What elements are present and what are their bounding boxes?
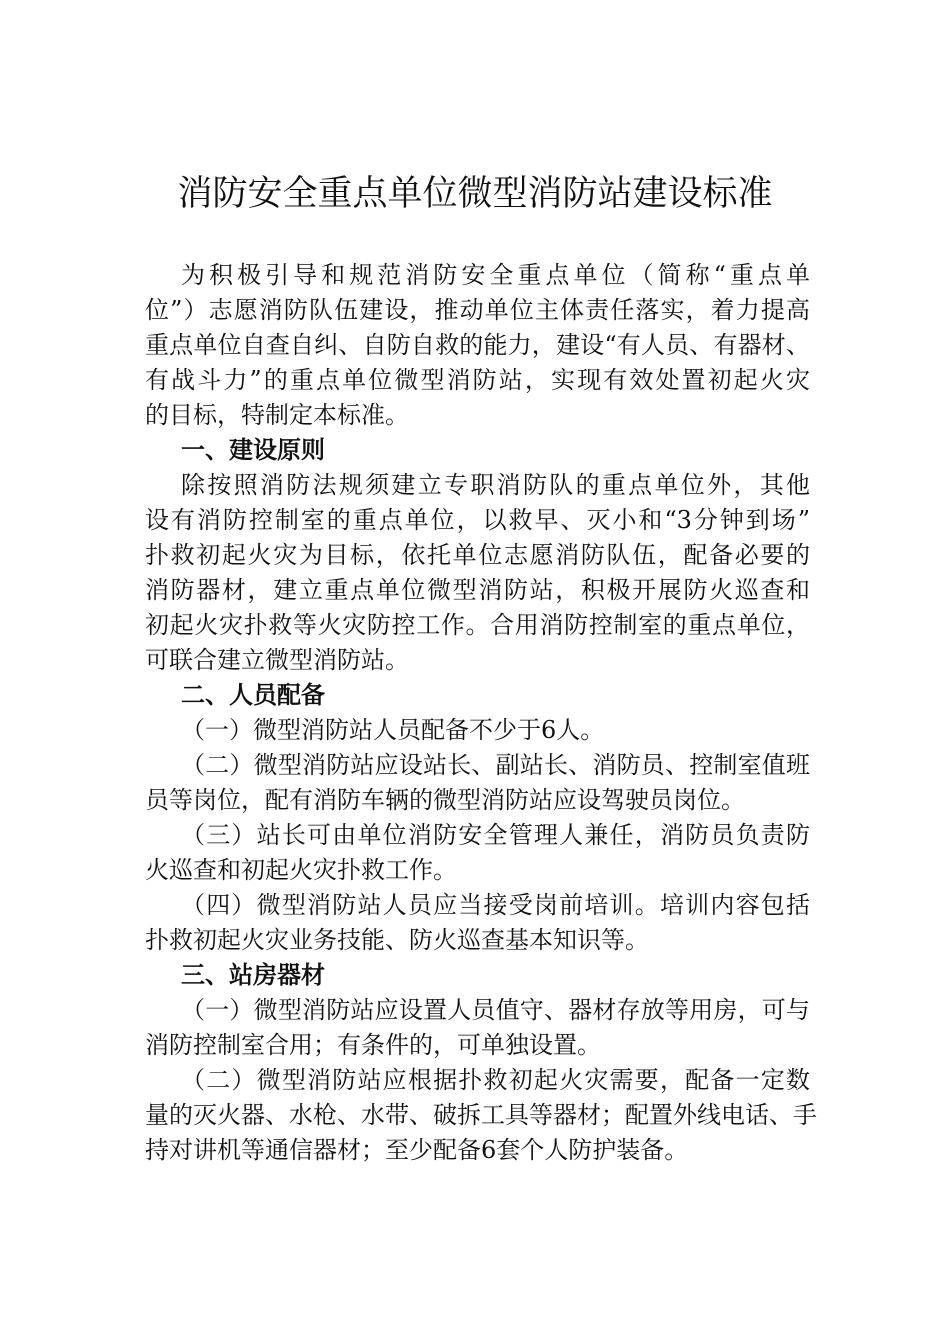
paragraph-line: 除按照消防法规须建立专职消防队的重点单位外，其他 [181,471,810,499]
paragraph-line: 持对讲机等通信器材；至少配备6套个人防护装备。 [145,1136,689,1164]
paragraph-line: 的目标，特制定本标准。 [145,401,409,429]
section-heading-principles: 一、建设原则 [181,436,325,464]
section-heading-staffing: 二、人员配备 [181,681,325,709]
paragraph-line: 为积极引导和规范消防安全重点单位（简称“重点单 [181,261,810,289]
paragraph-line: 员等岗位，配有消防车辆的微型消防站应设驾驶员岗位。 [145,786,745,814]
paragraph-line: （一）微型消防站人员配备不少于6人。 [181,716,605,744]
document-title: 消防安全重点单位微型消防站建设标准 [177,174,773,214]
paragraph-line: 消防控制室合用；有条件的，可单独设置。 [145,1031,601,1059]
paragraph-line: 可联合建立微型消防站。 [145,646,409,674]
paragraph-line: 重点单位自查自纠、自防自救的能力，建设“有人员、有器材、 [145,331,810,359]
document-body [145,258,817,1168]
paragraph-line: 扑救初起火灾为目标，依托单位志愿消防队伍，配备必要的 [145,541,810,569]
paragraph-line: （四）微型消防站人员应当接受岗前培训。培训内容包括 [181,891,810,919]
paragraph-line: 有战斗力”的重点单位微型消防站，实现有效处置初起火灾 [145,366,810,394]
paragraph-line: 位”）志愿消防队伍建设，推动单位主体责任落实，着力提高 [145,296,810,324]
paragraph-line: 量的灭火器、水枪、水带、破拆工具等器材；配置外线电话、手 [145,1101,817,1129]
paragraph-line: 扑救初起火灾业务技能、防火巡查基本知识等。 [145,926,649,954]
paragraph-line: （二）微型消防站应设站长、副站长、消防员、控制室值班 [181,751,810,779]
section-heading-facilities: 三、站房器材 [181,961,325,989]
paragraph-line: 消防器材，建立重点单位微型消防站，积极开展防火巡查和 [145,576,810,604]
paragraph-line: （一）微型消防站应设置人员值守、器材存放等用房，可与 [181,996,810,1024]
paragraph-line: （二）微型消防站应根据扑救初起火灾需要，配备一定数 [181,1066,810,1094]
paragraph-line: 设有消防控制室的重点单位，以救早、灭小和“3分钟到场” [145,506,810,534]
paragraph-line: （三）站长可由单位消防安全管理人兼任，消防员负责防 [181,821,810,849]
paragraph-line: 火巡查和初起火灾扑救工作。 [145,856,457,884]
paragraph-line: 初起火灾扑救等火灾防控工作。合用消防控制室的重点单位， [145,611,810,639]
